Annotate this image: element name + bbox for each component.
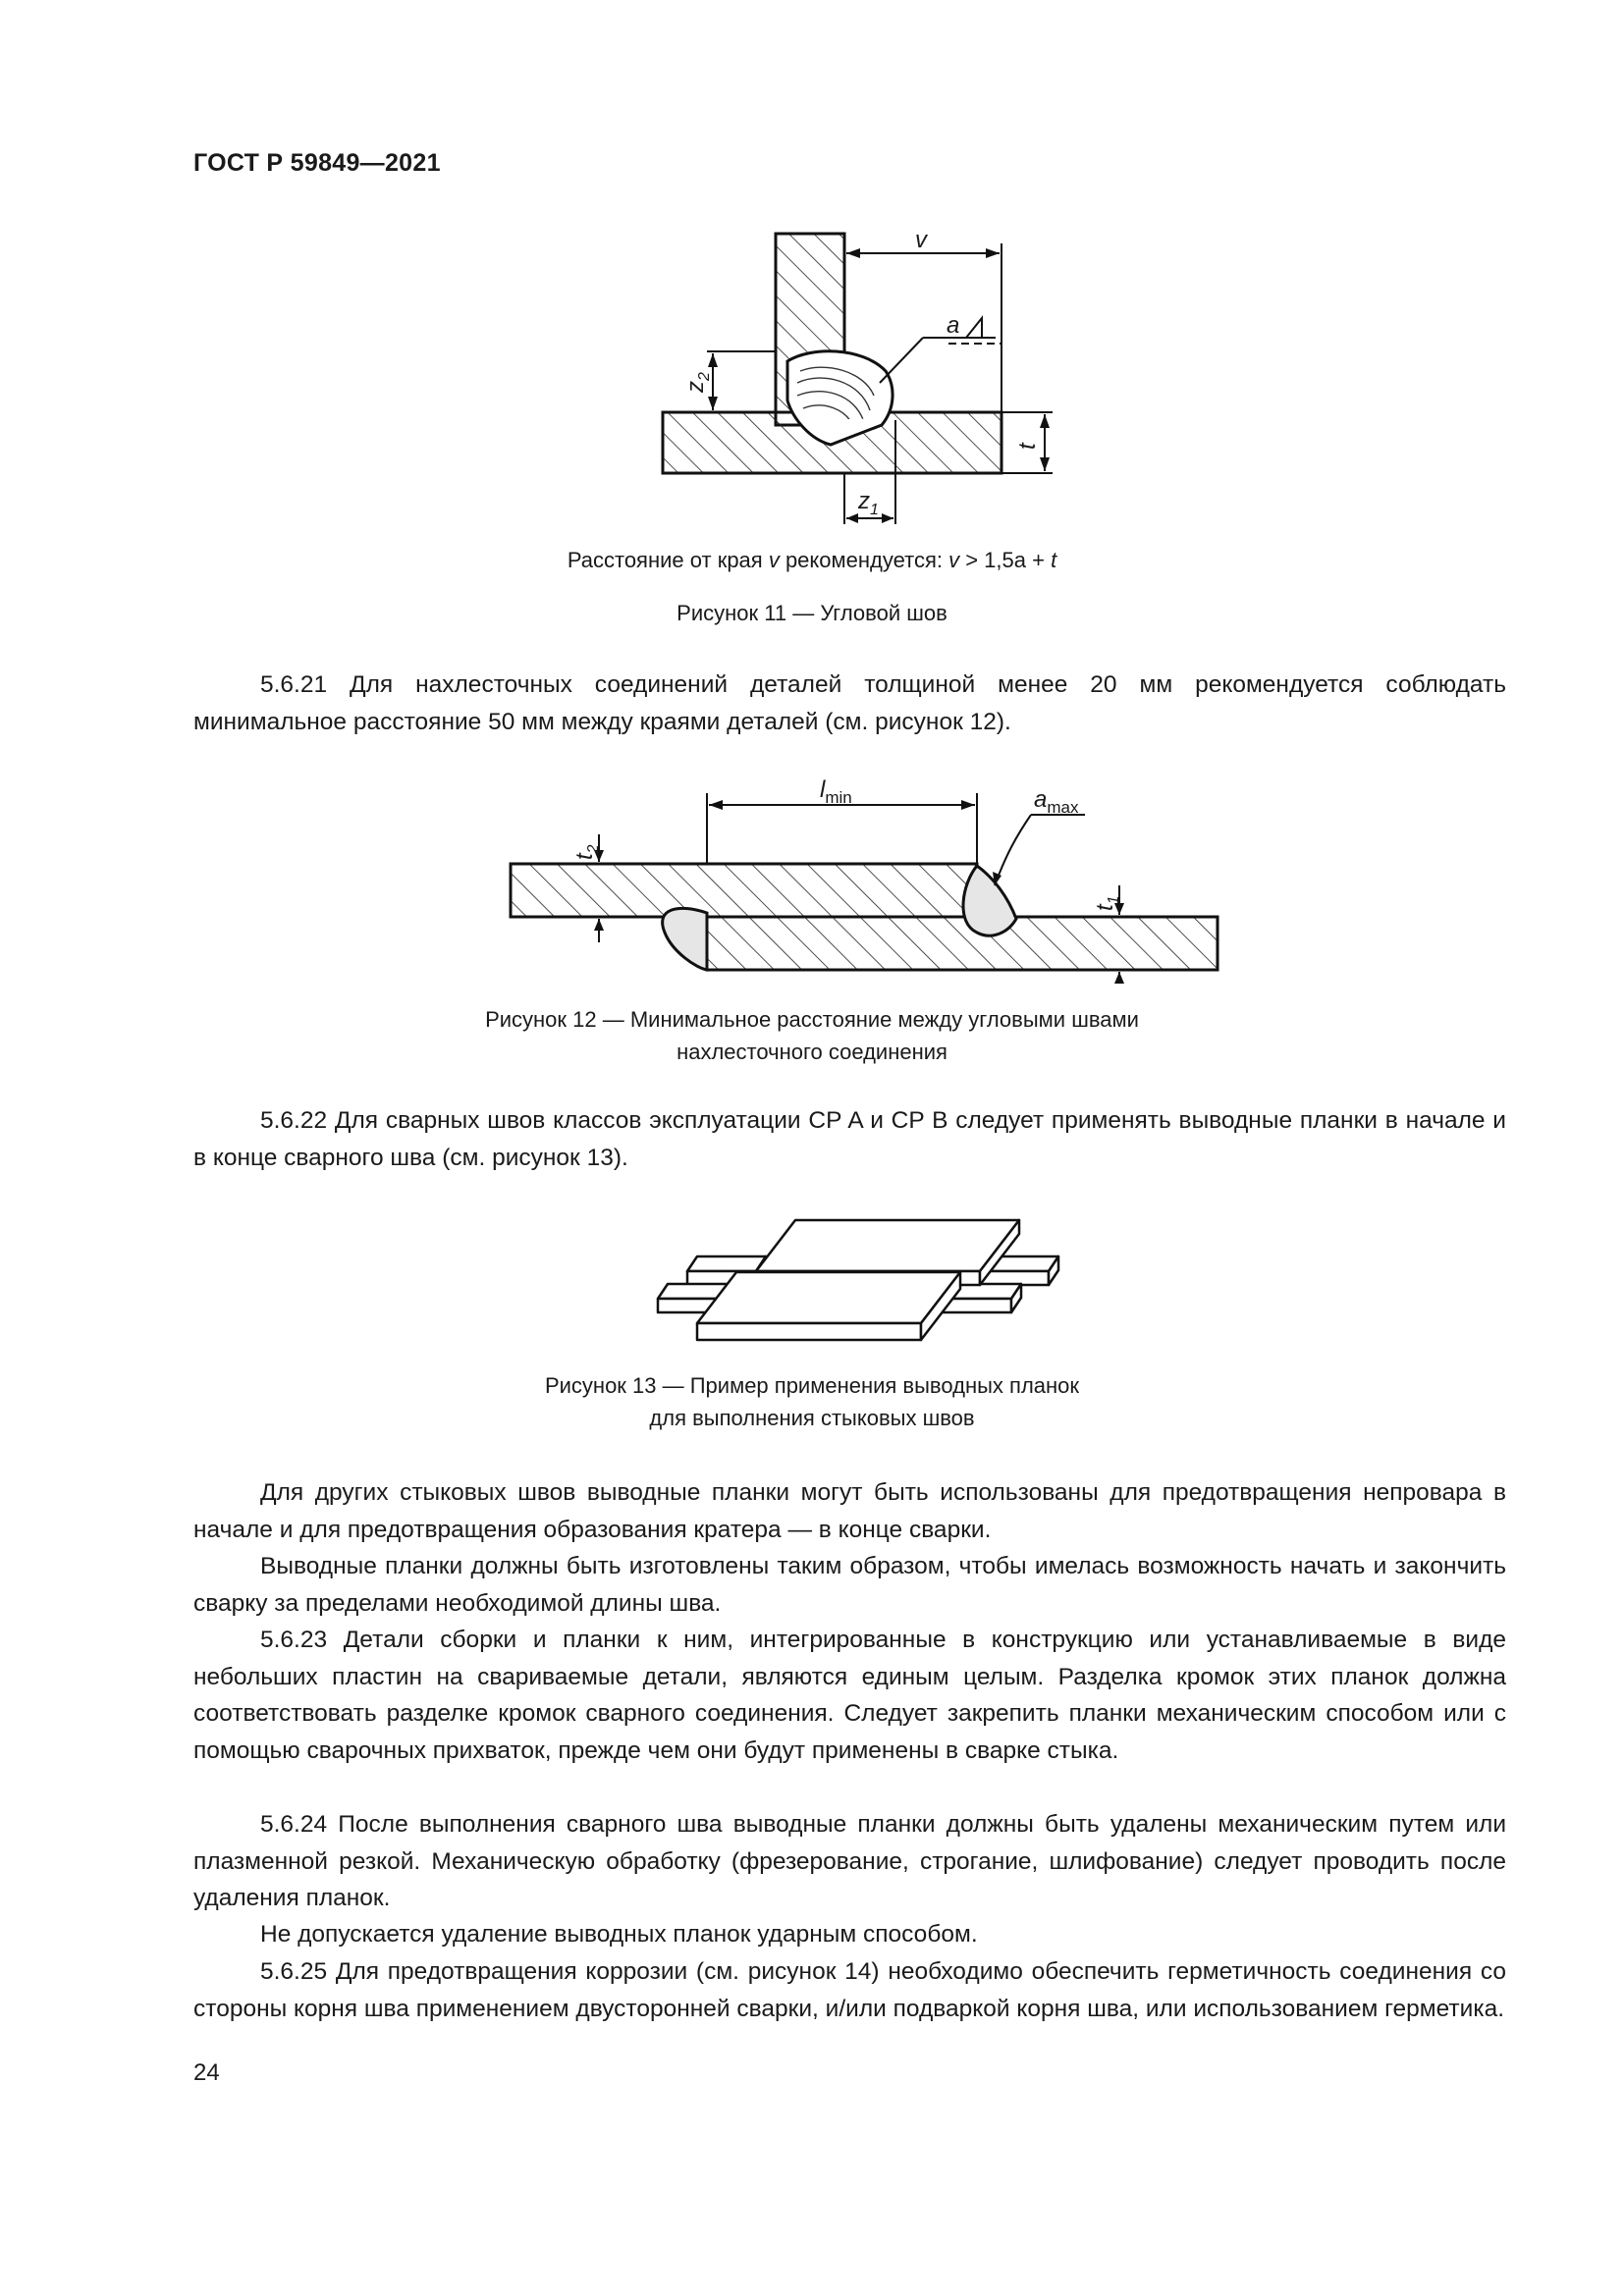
right-fillet-weld: [963, 866, 1016, 935]
dim-t-label: t: [1014, 443, 1041, 450]
figure-11-fillet-weld: [628, 224, 1080, 548]
figure-11-caption: Рисунок 11 — Угловой шов: [677, 601, 947, 625]
dim-z2-label: $z_2$: [682, 372, 713, 393]
paragraph-runoff-planks-manufacture: Выводные планки должны быть изготовлены таким образом, чтобы имелась возможность начать и закончить сварку за пределами необходимой длины шва.: [193, 1553, 1506, 1617]
paragraph-5-6-24: 5.6.24 После выполнения сварного шва выводные планки должны быть удалены механическим путем или плазменной резкой. Механическую обработку (фрезерование, строгание, шлифование) следует проводить после удаления планок.: [193, 1811, 1506, 1911]
dim-t1-label: $t_1$: [1092, 895, 1122, 911]
figure-12-lap-joint: [496, 775, 1222, 987]
main-plate-back: [756, 1220, 1019, 1271]
dim-v-label: v: [915, 227, 927, 253]
figure-13-runoff-plates: [648, 1212, 1070, 1350]
figure-12-caption-line2: нахлесточного соединения: [677, 1040, 947, 1064]
weld-throat-a-label: a: [947, 312, 960, 339]
paragraph-5-6-25: 5.6.25 Для предотвращения коррозии (см. рисунок 14) необходимо обеспечить герметичность соединения со стороны корня шва применением двусторонней сварки, и/или подваркой корня шва, или использованием герметика.: [193, 1958, 1506, 2022]
upper-plate: [511, 864, 977, 917]
left-fillet-weld: [663, 908, 707, 970]
dim-lmin-label: $l_{min}$: [820, 776, 852, 807]
runoff-plate-back-left: [687, 1256, 766, 1271]
paragraph-5-6-22: 5.6.22 Для сварных швов классов эксплуатации CP A и CP B следует применять выводные планки в начале и в конце сварного шва (см. рисунок 13).: [193, 1107, 1506, 1171]
dim-t2-label: $t_2$: [571, 844, 602, 860]
dim-amax-label: $a_{max}$: [1034, 786, 1079, 817]
paragraph-5-6-23: 5.6.23 Детали сборки и планки к ним, интегрированные в конструкцию или устанавливаемые в виде небольших пластин на свариваемые детали, являются единым целым. Разделка кромок этих планок должна соответствовать разделке кромок сварного соединения. Следует закрепить планки механическим способом или с помощью сварочных прихваток, прежде чем они будут применены в сварке стыка.: [193, 1627, 1506, 1764]
main-plate-front: [697, 1272, 960, 1323]
paragraph-5-6-21: 5.6.21 Для нахлесточных соединений деталей толщиной менее 20 мм рекомендуется соблюдать минимальное расстояние 50 мм между краями деталей (см. рисунок 12).: [193, 671, 1506, 735]
paragraph-other-butt-welds: Для других стыковых швов выводные планки могут быть использованы для предотвращения непровара в начале и для предотвращения образования кратера — в конце сварки.: [193, 1479, 1506, 1543]
page-number: 24: [193, 2059, 220, 2086]
lower-plate: [707, 917, 1218, 970]
figure-13-caption-line1: Рисунок 13 — Пример применения выводных планок: [544, 1373, 1080, 1398]
dim-z1-label: $z_1$: [858, 488, 879, 518]
figure-11-note: Расстояние от края v рекомендуется: v > 1,5a + t: [567, 548, 1057, 572]
figure-12-caption-line1: Рисунок 12 — Минимальное расстояние между угловыми швами: [485, 1007, 1139, 1032]
figure-13-caption-line2: для выполнения стыковых швов: [649, 1406, 975, 1430]
paragraph-no-impact-removal: Не допускается удаление выводных планок ударным способом.: [260, 1921, 978, 1948]
document-code-header: ГОСТ Р 59849—2021: [193, 149, 441, 177]
